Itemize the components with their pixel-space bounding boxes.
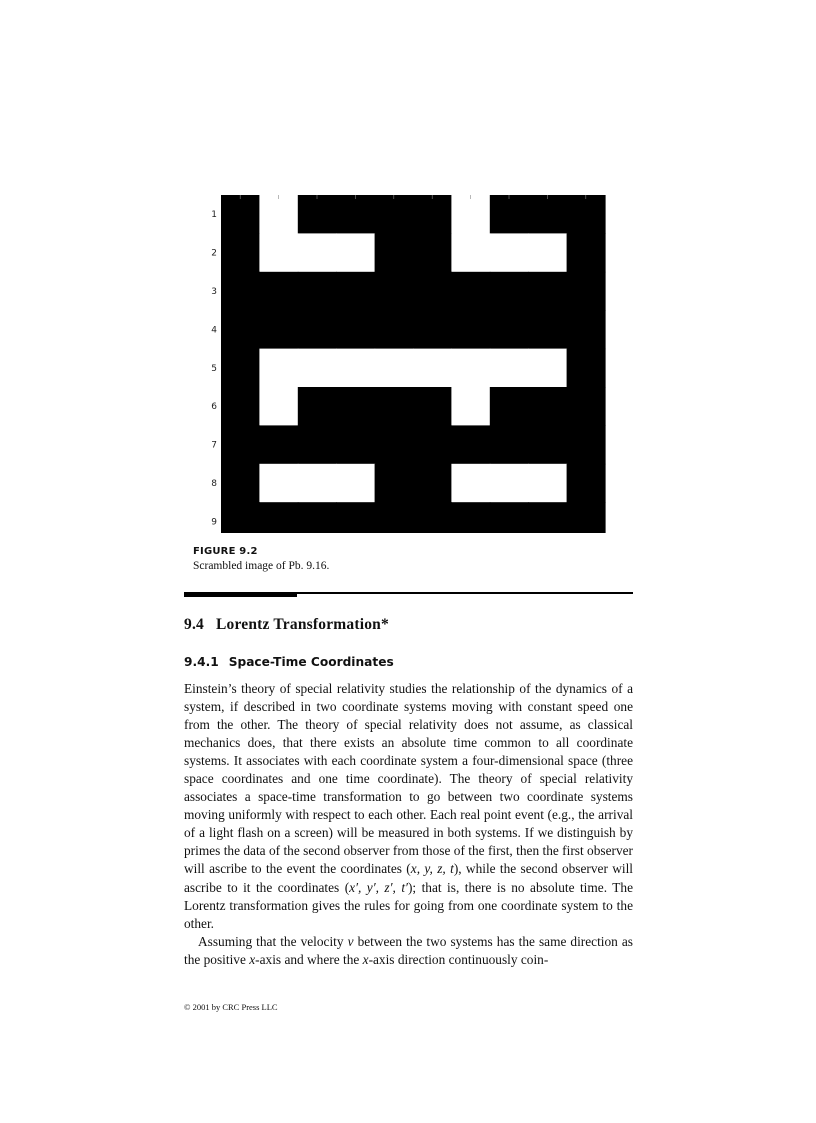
heatmap-cell	[451, 464, 490, 503]
heatmap-cell	[490, 195, 529, 234]
heatmap-cell	[567, 233, 606, 272]
heatmap-cell	[451, 310, 490, 349]
heatmap-cell	[413, 502, 452, 533]
figure-description: Scrambled image of Pb. 9.16.	[193, 560, 330, 572]
heatmap-cell	[528, 502, 567, 533]
heatmap-cell	[567, 387, 606, 426]
heatmap-cell	[451, 502, 490, 533]
paragraph-1-text-c: ); that is, there is no absolute time. The Lorentz transformation gives the rules for going from one coordinate system to the other.	[184, 879, 633, 931]
heatmap-cell	[567, 272, 606, 311]
heatmap-cell	[528, 310, 567, 349]
heatmap-cell	[451, 195, 490, 234]
heatmap-cell	[490, 233, 529, 272]
heatmap-cell	[375, 349, 414, 388]
y-tick-label: 7	[211, 440, 217, 451]
heatmap-cell	[413, 464, 452, 503]
heatmap-cell	[490, 464, 529, 503]
heatmap-cell	[375, 233, 414, 272]
heatmap-cell	[567, 195, 606, 234]
heatmap-cell	[221, 464, 260, 503]
heatmap-cell	[221, 272, 260, 311]
figure-label: FIGURE 9.2	[193, 546, 258, 557]
heatmap-cell	[259, 349, 298, 388]
heatmap-cell	[451, 387, 490, 426]
heatmap-cell	[336, 310, 375, 349]
section-rule-accent	[184, 592, 297, 597]
paragraph-1	[184, 680, 633, 933]
heatmap-cell	[259, 425, 298, 464]
heatmap-cell	[259, 502, 298, 533]
body-text	[184, 680, 633, 969]
heatmap-cell	[259, 195, 298, 234]
heatmap-cell	[528, 195, 567, 234]
heatmap-cell	[451, 233, 490, 272]
heatmap-cell	[336, 272, 375, 311]
heatmap-cell	[298, 195, 337, 234]
heatmap-cell	[221, 349, 260, 388]
heatmap-cell	[528, 464, 567, 503]
heatmap-cell	[221, 387, 260, 426]
subsection-title: Space-Time Coordinates	[228, 655, 394, 669]
heatmap-cell	[221, 425, 260, 464]
heatmap-cell	[298, 387, 337, 426]
paragraph-2-text-a: Assuming that the velocity	[198, 933, 348, 949]
paragraph-2-text-b: between the two systems has the same direction as the positive	[184, 933, 633, 967]
heatmap-cell	[567, 502, 606, 533]
scrambled-image-figure	[196, 188, 616, 533]
heatmap-cell	[336, 425, 375, 464]
heatmap-cell	[490, 349, 529, 388]
y-tick-label: 6	[211, 402, 217, 413]
heatmap-cell	[336, 464, 375, 503]
section-title: Lorentz Transformation*	[215, 616, 389, 633]
figure-caption	[193, 544, 329, 573]
x-variable: x	[249, 951, 256, 967]
heatmap-cell	[336, 387, 375, 426]
heatmap-cell	[298, 425, 337, 464]
heatmap-cell	[528, 387, 567, 426]
heatmap-cell	[298, 233, 337, 272]
heatmap-cell	[451, 272, 490, 311]
heatmap-cell	[451, 425, 490, 464]
heatmap-cell	[528, 349, 567, 388]
heatmap-cell	[413, 272, 452, 311]
heatmap-cell	[567, 310, 606, 349]
paragraph-2	[184, 933, 633, 969]
y-tick-label: 8	[211, 479, 217, 489]
heatmap-cell	[490, 502, 529, 533]
heatmap-cell	[259, 272, 298, 311]
heatmap-cell	[221, 310, 260, 349]
heatmap-cell	[221, 195, 260, 234]
heatmap-cell	[490, 387, 529, 426]
y-tick-label: 4	[211, 325, 217, 336]
heatmap-cell	[298, 502, 337, 533]
heatmap-cell	[336, 195, 375, 234]
heatmap-cell	[528, 425, 567, 464]
heatmap-cell	[298, 349, 337, 388]
heatmap-cell	[259, 464, 298, 503]
heatmap-cell	[259, 310, 298, 349]
y-tick-label: 5	[211, 363, 217, 374]
y-tick-label: 9	[211, 517, 217, 528]
subsection-heading	[184, 655, 394, 669]
section-number: 9.4	[184, 616, 204, 633]
heatmap-cell	[528, 233, 567, 272]
velocity-variable: v	[347, 933, 354, 949]
heatmap-cell	[375, 272, 414, 311]
subsection-number: 9.4.1	[184, 655, 219, 669]
heatmap-cell	[490, 272, 529, 311]
y-tick-label: 1	[211, 210, 217, 221]
heatmap-cell	[413, 349, 452, 388]
heatmap-cell	[413, 233, 452, 272]
heatmap-cell	[259, 387, 298, 426]
heatmap-cell	[336, 349, 375, 388]
heatmap-cell	[259, 233, 298, 272]
heatmap-cell	[413, 425, 452, 464]
paragraph-2-text-d: -axis direction continuously coin-	[368, 951, 549, 967]
heatmap-cell	[567, 349, 606, 388]
paragraph-1-text-a: Einstein’s theory of special relativity studies the relationship of the dynamics of a system, if described in two coordinate systems moving with constant speed one from the other. The theory of special relativity does not assume, as classical mechanics does, that there exists an absolute time common to all coordinate systems. It associates with each coordinate system a four-dimensional space (three space coordinates and one time coordinate). The theory of special relativity associates a space-time transformation to go between two coordinate systems moving uniformly with respect to each other. Each real point event (e.g., the arrival of a light flash on a screen) will be measured in both systems. If we distinguish by primes the data of the second observer from those of the first, then the first observer will ascribe to the event the coordinates (	[184, 681, 633, 877]
heatmap-cell	[528, 272, 567, 311]
y-tick-label: 2	[211, 248, 217, 259]
heatmap-cell	[298, 464, 337, 503]
heatmap-cell	[375, 464, 414, 503]
paragraph-1-text-b: ), while the second observer will ascribe to it the coordinates (	[184, 861, 633, 895]
heatmap-cell	[375, 425, 414, 464]
section-heading	[184, 616, 389, 634]
heatmap-cell	[221, 502, 260, 533]
heatmap-cell	[413, 195, 452, 234]
heatmap-plot	[196, 188, 616, 533]
coordinates-unprimed: x, y, z, t	[410, 861, 454, 877]
heatmap-cell	[567, 464, 606, 503]
heatmap-cell	[375, 502, 414, 533]
coordinates-primed: x′, y′, z′, t′	[349, 879, 408, 895]
heatmap-cell	[413, 387, 452, 426]
heatmap-cell	[298, 272, 337, 311]
heatmap-cell	[336, 502, 375, 533]
heatmap-cell	[451, 349, 490, 388]
heatmap-cell	[375, 387, 414, 426]
heatmap-cell	[490, 425, 529, 464]
heatmap-cell	[336, 233, 375, 272]
heatmap-cell	[221, 233, 260, 272]
heatmap-cell	[413, 310, 452, 349]
heatmap-cell	[375, 310, 414, 349]
heatmap-cell	[567, 425, 606, 464]
heatmap-cell	[490, 310, 529, 349]
x-variable-2: x	[362, 951, 369, 967]
heatmap-cell	[375, 195, 414, 234]
heatmap-cell	[298, 310, 337, 349]
y-tick-label: 3	[211, 287, 217, 297]
paragraph-2-text-c: -axis and where the	[255, 951, 363, 967]
copyright-notice: © 2001 by CRC Press LLC	[184, 1002, 278, 1012]
